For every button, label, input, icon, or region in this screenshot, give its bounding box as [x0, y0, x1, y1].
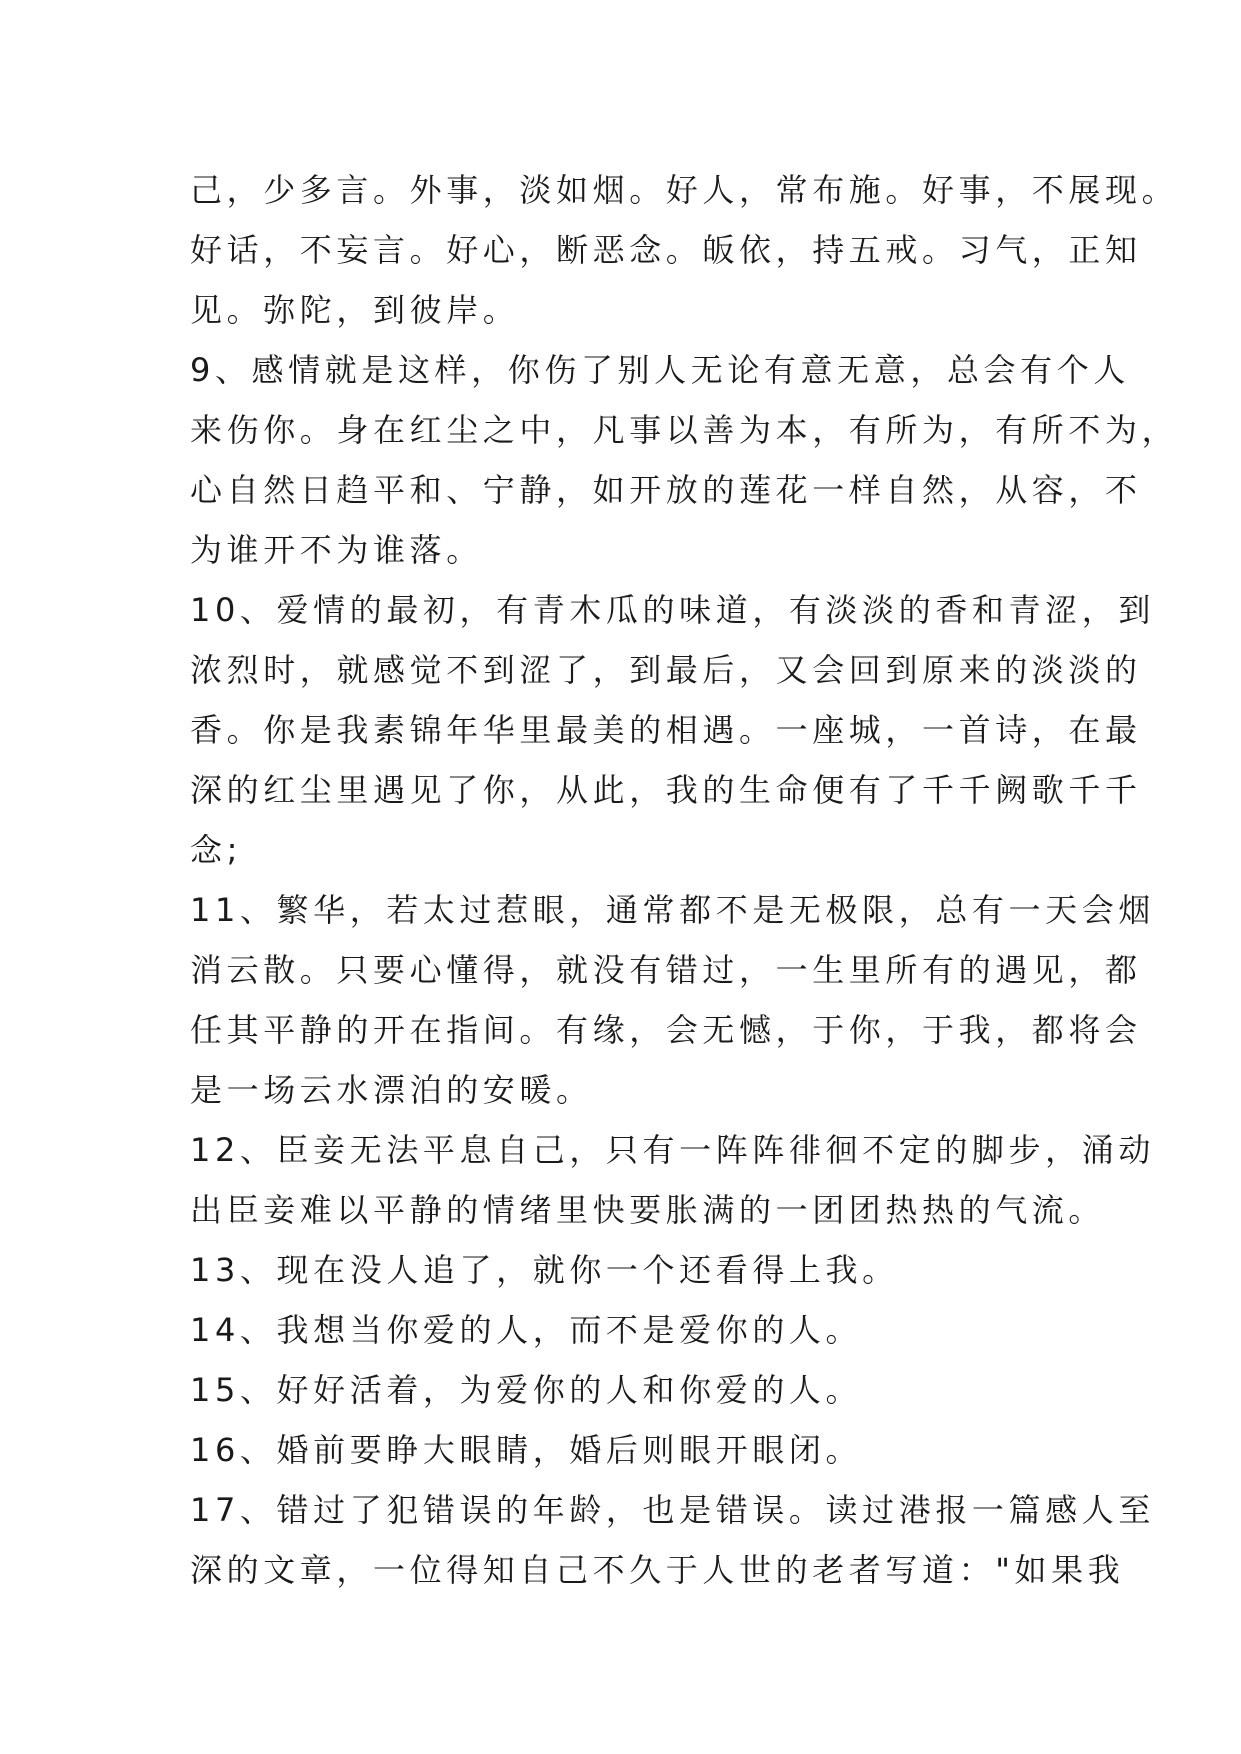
text-line: 14、我想当你爱的人，而不是爱你的人。 — [190, 1311, 863, 1349]
document-body — [190, 160, 1190, 1600]
text-line: 香。你是我素锦年华里最美的相遇。一座城，一首诗，在最 — [190, 711, 1142, 749]
text-line: 16、婚前要睁大眼睛，婚后则眼开眼闭。 — [190, 1431, 863, 1469]
text-line: 是一场云水漂泊的安暖。 — [190, 1071, 593, 1109]
text-line: 为谁开不为谁落。 — [190, 531, 483, 569]
text-line: 念; — [190, 831, 242, 869]
text-line: 11、繁华，若太过惹眼，通常都不是无极限，总有一天会烟 — [190, 891, 1155, 929]
text-line: 出臣妾难以平静的情绪里快要胀满的一团团热热的气流。 — [190, 1191, 1106, 1229]
text-line: 深的红尘里遇见了你，从此，我的生命便有了千千阙歌千千 — [190, 771, 1142, 809]
text-line: 15、好好活着，为爱你的人和你爱的人。 — [190, 1371, 863, 1409]
text-line: 深的文章，一位得知自己不久于人世的老者写道："如果我 — [190, 1551, 1125, 1589]
text-line: 浓烈时，就感觉不到涩了，到最后，又会回到原来的淡淡的 — [190, 651, 1142, 689]
text-line: 来伤你。身在红尘之中，凡事以善为本，有所为，有所不为， — [190, 411, 1179, 449]
text-line: 任其平静的开在指间。有缘，会无憾，于你，于我，都将会 — [190, 1011, 1142, 1049]
text-line: 12、臣妾无法平息自己，只有一阵阵徘徊不定的脚步，涌动 — [190, 1131, 1155, 1169]
text-line: 9、感情就是这样，你伤了别人无论有意无意，总会有个人 — [190, 351, 1130, 389]
text-line: 好话，不妄言。好心，断恶念。皈依，持五戒。习气，正知 — [190, 231, 1142, 269]
text-line: 心自然日趋平和、宁静，如开放的莲花一样自然，从容，不 — [190, 471, 1142, 509]
text-line: 消云散。只要心懂得，就没有错过，一生里所有的遇见，都 — [190, 951, 1142, 989]
text-line: 见。弥陀，到彼岸。 — [190, 291, 520, 329]
text-line: 13、现在没人追了，就你一个还看得上我。 — [190, 1251, 899, 1289]
text-line: 10、爱情的最初，有青木瓜的味道，有淡淡的香和青涩，到 — [190, 591, 1155, 629]
text-line: 17、错过了犯错误的年龄，也是错误。读过港报一篇感人至 — [190, 1491, 1155, 1529]
text-line: 己，少多言。外事，淡如烟。好人，常布施。好事，不展现。 — [190, 171, 1179, 209]
